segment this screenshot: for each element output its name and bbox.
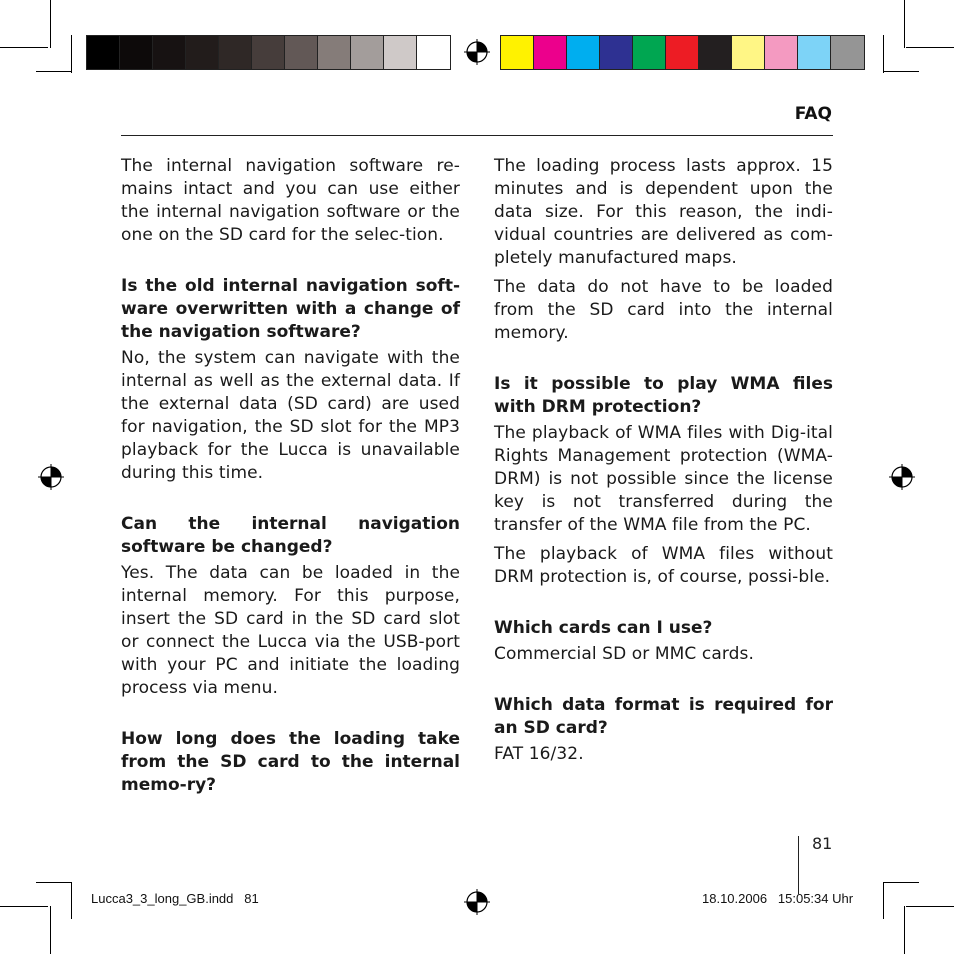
registration-mark-icon (38, 464, 64, 490)
color-swatch (534, 36, 567, 69)
crop-mark (71, 882, 72, 919)
page-number-rule (798, 836, 799, 894)
crop-mark (50, 0, 51, 48)
registration-mark-icon (889, 464, 915, 490)
faq-answer: The loading process lasts approx. 15 minutes and is dependent upon the data size. For this reason, the indi-vidual countries are delivered as com-pletely manufactured maps. (494, 156, 833, 268)
crop-mark (906, 47, 954, 48)
faq-answer: The data do not have to be loaded from the SD card into the internal memory. (494, 277, 833, 343)
color-swatch (666, 36, 699, 69)
color-swatch (186, 36, 219, 69)
gray-color-bar (86, 35, 451, 70)
left-column (121, 155, 460, 800)
faq-answer: The playback of WMA files with Dig-ital Rights Management protection (WMA-DRM) is not possible since the license key is not transferred during the transfer of the WMA file from the PC. (494, 423, 833, 535)
color-swatch (831, 36, 864, 69)
color-swatch (765, 36, 798, 69)
faq-question: How long does the loading take from the SD card to the internal memo-ry? (121, 729, 460, 795)
color-swatch (285, 36, 318, 69)
color-swatch (798, 36, 831, 69)
date-slug: 18.10.2006 15:05:34 Uhr (702, 891, 854, 906)
registration-mark-icon (464, 889, 490, 915)
color-swatch (600, 36, 633, 69)
page-number: 81 (812, 834, 833, 853)
faq-question: Is it possible to play WMA files with DRM protection? (494, 374, 833, 417)
faq-question: Which cards can I use? (494, 618, 713, 638)
color-swatch (219, 36, 252, 69)
process-color-bar (500, 35, 865, 70)
crop-mark (883, 71, 919, 72)
color-swatch (87, 36, 120, 69)
color-swatch (699, 36, 732, 69)
section-title: FAQ (794, 104, 832, 124)
crop-mark (904, 0, 905, 48)
faq-question: Which data format is required for an SD card? (494, 695, 833, 738)
color-swatch (252, 36, 285, 69)
color-swatch (318, 36, 351, 69)
crop-mark (71, 35, 72, 73)
color-swatch (633, 36, 666, 69)
right-column (494, 155, 833, 772)
faq-answer: Commercial SD or MMC cards. (494, 644, 754, 664)
header-divider (121, 135, 833, 136)
crop-mark (0, 47, 48, 48)
color-swatch (501, 36, 534, 69)
color-swatch (417, 36, 450, 69)
crop-mark (0, 906, 48, 907)
crop-mark (883, 882, 919, 883)
crop-mark (883, 35, 884, 73)
crop-mark (50, 906, 51, 954)
crop-mark (904, 906, 905, 954)
color-swatch (567, 36, 600, 69)
faq-answer: No, the system can navigate with the internal as well as the external data. If the external data (SD card) are used for navigation, the SD slot for the MP3 playback for the Lucca is unavailable during this time. (121, 348, 460, 483)
faq-question: Can the internal navigation software be changed? (121, 514, 460, 557)
faq-question: Is the old internal navigation soft-ware overwritten with a change of the navigation software? (121, 276, 460, 342)
faq-answer: Yes. The data can be loaded in the internal memory. For this purpose, insert the SD card in the SD card slot or connect the Lucca via the USB-port with your PC and initiate the loading process via menu. (121, 563, 460, 698)
color-swatch (120, 36, 153, 69)
crop-mark (36, 71, 72, 72)
color-swatch (153, 36, 186, 69)
faq-answer: FAT 16/32. (494, 744, 584, 764)
color-swatch (351, 36, 384, 69)
file-slug: Lucca3_3_long_GB.indd 81 (91, 891, 259, 906)
registration-mark-icon (464, 39, 490, 65)
color-swatch (384, 36, 417, 69)
intro-paragraph: The internal navigation software re-mains intact and you can use either the internal navigation software or the one on the SD card for the selec-tion. (121, 156, 460, 245)
crop-mark (36, 882, 72, 883)
crop-mark (883, 882, 884, 919)
crop-mark (906, 906, 954, 907)
faq-answer: The playback of WMA files without DRM protection is, of course, possi-ble. (494, 544, 833, 587)
color-swatch (732, 36, 765, 69)
